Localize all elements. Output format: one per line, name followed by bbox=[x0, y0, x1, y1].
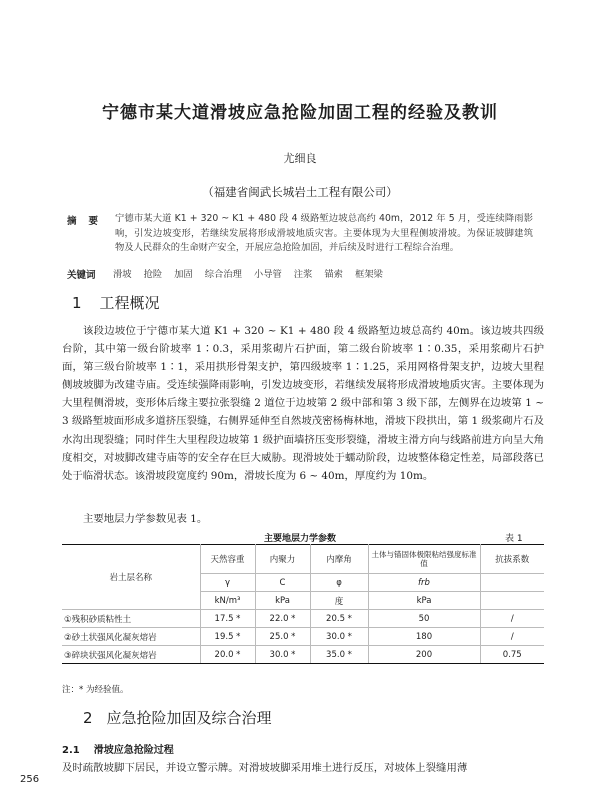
keyword: 滑坡 bbox=[113, 269, 132, 280]
table-cell: 25.0 * bbox=[255, 628, 310, 646]
section-2-paragraph: 及时疏散坡脚下居民，并设立警示牌。对滑坡坡脚采用堆土进行反压，对坡体上裂缝用薄 bbox=[62, 762, 468, 774]
section-2-heading bbox=[83, 707, 272, 728]
table-symbol-cell: frb bbox=[368, 574, 480, 592]
table-cell: 30.0 * bbox=[310, 628, 368, 646]
table-unit-cell: kPa bbox=[368, 592, 480, 610]
section-1-heading bbox=[72, 292, 160, 313]
table-cell: 20.5 * bbox=[310, 610, 368, 628]
keyword: 注浆 bbox=[293, 269, 313, 280]
section-number: 2 bbox=[83, 709, 93, 727]
table-unit-cell: kPa bbox=[255, 592, 310, 610]
table-cell: 180 bbox=[368, 628, 480, 646]
table-symbol-cell: γ bbox=[200, 574, 255, 592]
table-header-cell: 抗拔系数 bbox=[480, 545, 544, 574]
table-row bbox=[62, 628, 544, 646]
table-label: 表 1 bbox=[505, 534, 523, 544]
table-header-row bbox=[62, 545, 544, 574]
table-cell: 50 bbox=[368, 610, 480, 628]
affiliation: （福建省闽武长城岩土工程有限公司） bbox=[202, 185, 398, 199]
table-cell: 35.0 * bbox=[310, 646, 368, 664]
table-title: 主要地层力学参数 bbox=[263, 534, 336, 544]
keyword: 锚索 bbox=[324, 269, 343, 280]
table-symbol-cell: C bbox=[255, 574, 310, 592]
keyword: 框架梁 bbox=[354, 269, 383, 280]
table-header-cell: 内聚力 bbox=[255, 545, 310, 574]
table-cell: 19.5 * bbox=[200, 628, 255, 646]
abstract-label: 摘要 bbox=[67, 216, 111, 227]
subsection-title: 滑坡应急抢险过程 bbox=[93, 745, 174, 756]
author-name: 尤细良 bbox=[283, 152, 317, 165]
table-row-name: ③碎块状强风化凝灰熔岩 bbox=[62, 646, 200, 664]
table-intro: 主要地层力学参数见表 1。 bbox=[83, 513, 208, 525]
table-unit-cell bbox=[480, 592, 544, 610]
table-symbol-cell bbox=[480, 574, 544, 592]
table-cell: / bbox=[480, 628, 544, 646]
table-cell: 17.5 * bbox=[200, 610, 255, 628]
parameters-table bbox=[62, 544, 544, 664]
table-cell: 30.0 * bbox=[255, 646, 310, 664]
table-note: 注：* 为经验值。 bbox=[62, 685, 129, 695]
keyword: 加固 bbox=[174, 269, 193, 280]
table-cell: 200 bbox=[368, 646, 480, 664]
section-1-paragraph: 该段边坡位于宁德市某大道 K1 + 320 ~ K1 + 480 段 4 级路堑边坡总高约 40m。该边坡共四级台阶，其中第一级台阶坡率 1∶0.3，采用浆砌片石护面，第二级台阶坡率 1∶0.35，采用浆砌片石护面，第三级台阶坡率 1∶1，采用拱形骨架支护，第四级坡率 1∶1.25，采用网格骨架支护，边坡大里程侧坡坡脚为改建寺庙。受连续强降雨影响，引发边坡变形，若继续发展将形成滑坡地质灾害。主要体现为大里程侧滑坡，变形体后缘主要拉张裂缝 2 道位于边坡第 2 级中部和第 3 级下部，左侧界在边坡第 1 ~ 3 级路堑坡面形成多道挤压裂缝，右侧界延伸至自然坡茂密杨梅林地，滑坡下段拱出，第 1 级浆砌片石及水沟出现裂缝；同时伴生大里程段边坡第 1 级护面墙挤压变形裂缝，滑坡主滑方向与线路前进方向呈大角度相交，对坡脚改建寺庙等的安全存在巨大威胁。现滑坡处于蠕动阶段，边坡整体稳定性差，局部段落已处于临滑状态。该滑坡段宽度约 90m，滑坡长度为 6 ~ 40m，厚度约为 10m。 bbox=[62, 325, 544, 482]
table-unit-cell: 度 bbox=[310, 592, 368, 610]
table-header-cell: 岩土层名称 bbox=[62, 545, 200, 610]
page-number: 256 bbox=[20, 774, 40, 785]
table-header-cell: 土体与锚固体极限粘结强度标准值 bbox=[368, 545, 480, 574]
section-title: 应急抢险加固及综合治理 bbox=[106, 709, 272, 727]
table-row bbox=[62, 610, 544, 628]
keywords-list bbox=[113, 266, 383, 280]
keyword: 小导管 bbox=[253, 269, 282, 280]
keyword: 综合治理 bbox=[204, 269, 242, 280]
subsection-2-1-heading bbox=[62, 741, 174, 756]
table-cell: / bbox=[480, 610, 544, 628]
table-header-cell: 天然容重 bbox=[200, 545, 255, 574]
table-cell: 22.0 * bbox=[255, 610, 310, 628]
table-row-name: ②砂土状强风化凝灰熔岩 bbox=[62, 628, 200, 646]
table-row-name: ①残积砂质粘性土 bbox=[62, 610, 200, 628]
section-title: 工程概况 bbox=[99, 294, 160, 312]
table-cell: 20.0 * bbox=[200, 646, 255, 664]
subsection-number: 2.1 bbox=[62, 745, 80, 756]
table-symbol-cell: φ bbox=[310, 574, 368, 592]
table-row bbox=[62, 646, 544, 664]
paper-title: 宁德市某大道滑坡应急抢险加固工程的经验及教训 bbox=[102, 103, 498, 123]
table-header-cell: 内摩角 bbox=[310, 545, 368, 574]
section-number: 1 bbox=[72, 294, 82, 312]
table-cell: 0.75 bbox=[480, 646, 544, 664]
abstract-text: 宁德市某大道 K1 + 320 ~ K1 + 480 段 4 级路堑边坡总高约 40m，2012 年 5 月，受连续降雨影响，引发边坡变形，若继续发展将形成滑坡地质灾害。主要体现为大里程侧坡滑坡。为保证坡脚建筑物及人民群众的生命财产安全，开展应急抢险加固，并后续及时进行工程综合治理。 bbox=[115, 213, 533, 253]
keywords-label: 关键词 bbox=[67, 270, 96, 281]
table-unit-cell: kN/m³ bbox=[200, 592, 255, 610]
keyword: 抢险 bbox=[143, 269, 163, 280]
